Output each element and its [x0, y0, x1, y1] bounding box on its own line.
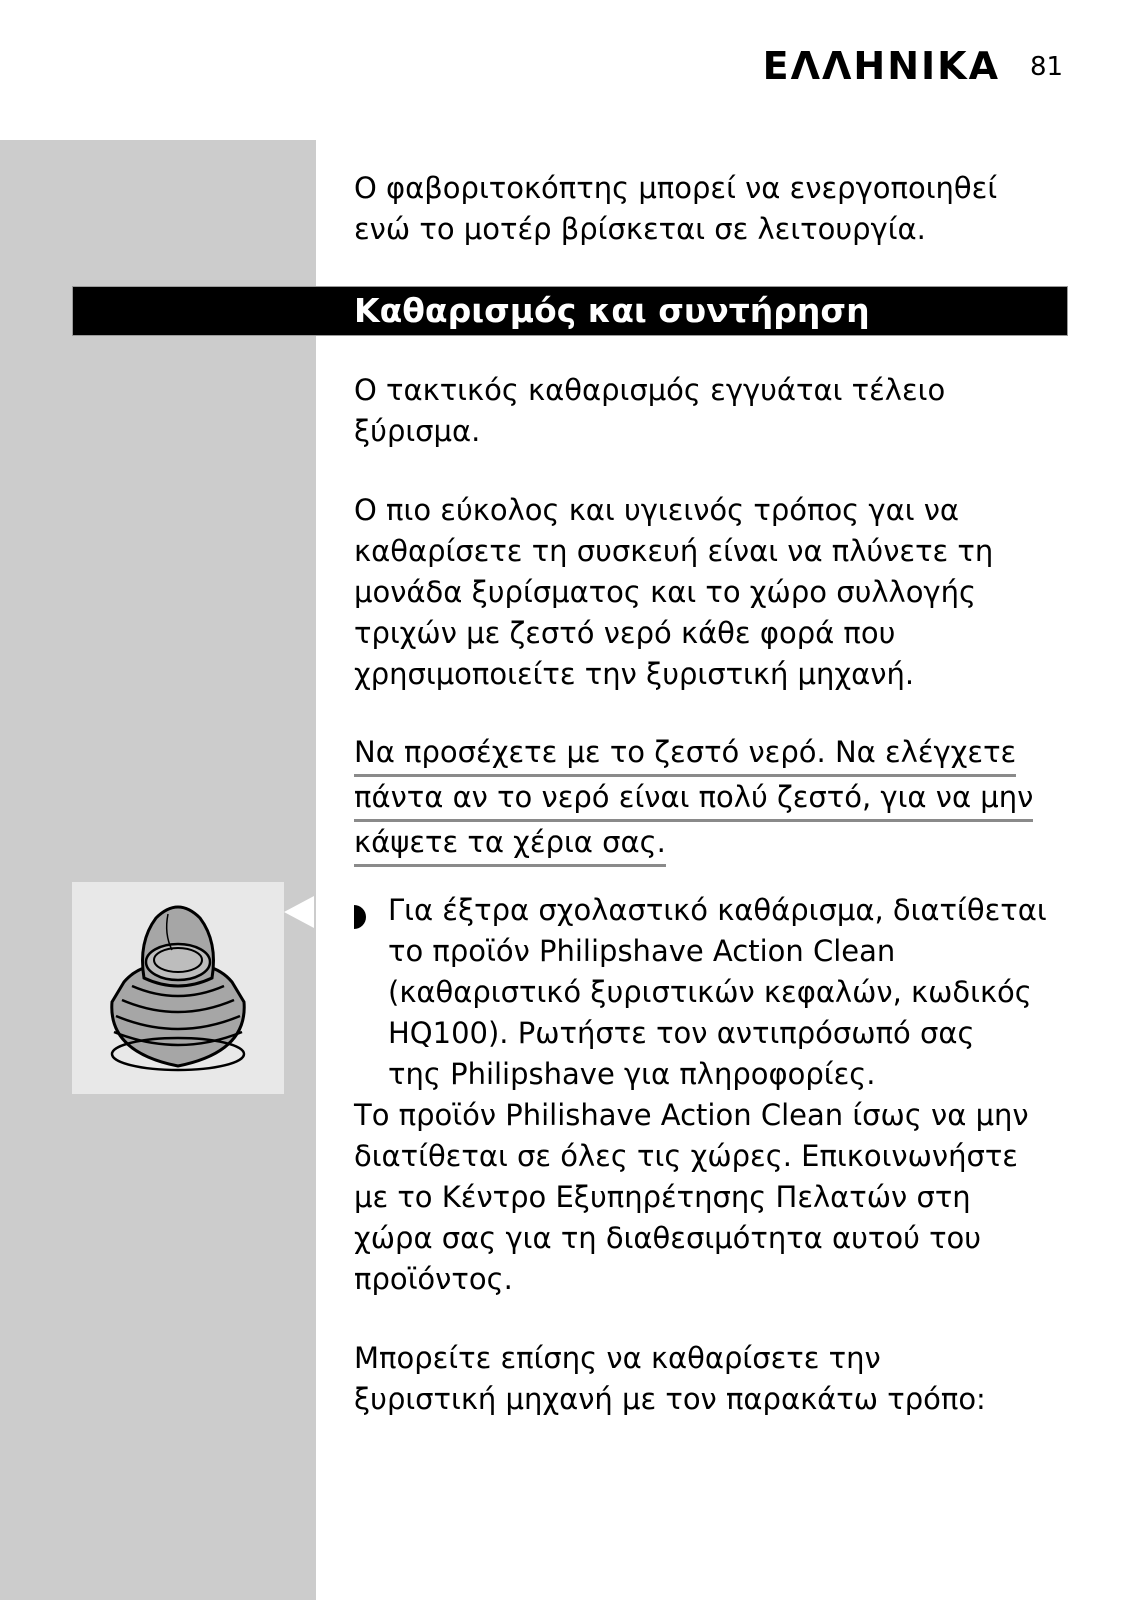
illustration-panel: [72, 882, 284, 1094]
half-disc-bullet-icon: [354, 905, 366, 929]
warning-paragraph: [354, 732, 1074, 867]
action-clean-bottle-icon: [72, 882, 284, 1094]
paragraph-rinse-instructions: Ο πιο εύκολος και υγιεινός τρόπος γαι να καθαρίσετε τη συσκευή είναι να πλύνετε τη μονάδα ξυρίσματος και το χώρο συλλογής τριχών με ζεστό νερό κάθε φορά που χρησιμοποιείτε την ξυριστική μηχανή.: [354, 493, 994, 691]
bullet-action-clean: Για έξτρα σχολαστικό καθάρισμα, διατίθεται το προϊόν Philipshave Action Clean (καθαριστικό ξυριστικών κεφαλών, κωδικός HQ100). Ρωτήστε τον αντιπρόσωπό σας της Philipshave για πληροφορίες.: [388, 893, 1047, 1091]
page-number: 81: [1030, 52, 1064, 82]
intro-paragraph: Ο φαβοριτοκόπτης μπορεί να ενεργοποιηθεί ενώ το μοτέρ βρίσκεται σε λειτουργία.: [354, 171, 998, 246]
left-sidebar-band: [0, 140, 316, 1600]
paragraph-regular-cleaning: Ο τακτικός καθαρισμός εγγυάται τέλειο ξύρισμα.: [354, 373, 946, 448]
language-header: ΕΛΛΗΝΙΚΑ: [762, 44, 1000, 88]
paragraph-alternative-cleaning: Μπορείτε επίσης να καθαρίσετε την ξυριστική μηχανή με τον παρακάτω τρόπο:: [354, 1341, 986, 1416]
illustration-pointer: [284, 896, 314, 928]
paragraph-availability: Το προϊόν Philishave Action Clean ίσως να μην διατίθεται σε όλες τις χώρες. Επικοινωνήστε με το Κέντρο Εξυπηρέτησης Πελατών στη χώρα σας για τη διαθεσιμότητα αυτού του προϊόντος.: [354, 1098, 1029, 1296]
warning-line: πάντα αν το νερό είναι πολύ ζεστό, για να μην: [354, 777, 1033, 822]
warning-line: κάψετε τα χέρια σας.: [354, 822, 666, 867]
warning-line: Να προσέχετε με το ζεστό νερό. Να ελέγχετε: [354, 732, 1016, 777]
section-title: Καθαρισμός και συντήρηση: [354, 291, 870, 330]
